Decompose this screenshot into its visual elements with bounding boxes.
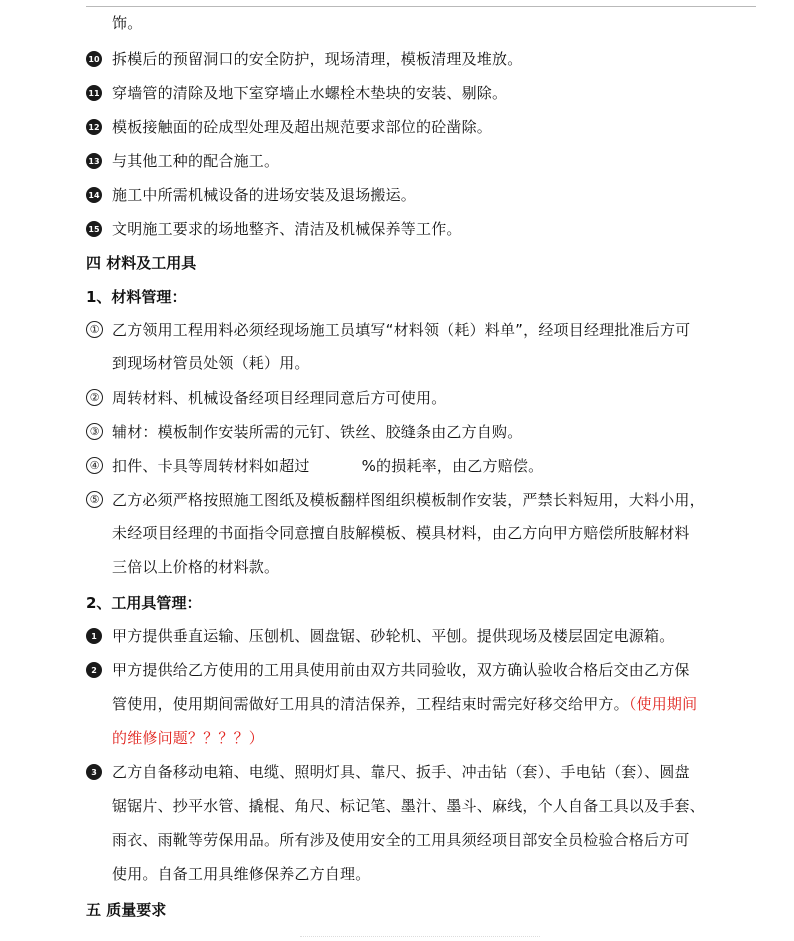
material-item-5-line-2: 未经项目经理的书面指令同意擅自肢解模板、模具材料，由乙方向甲方赔偿所肢解材料 [112,524,690,542]
number-badge-15: 15 [86,221,102,237]
section-4-heading: 四 材料及工用具 [86,254,197,272]
list-item-13: 与其他工种的配合施工。 [112,152,280,170]
page-top-rule [86,6,756,7]
number-badge-13: 13 [86,153,102,169]
list-item-10: 拆模后的预留洞口的安全防护，现场清理，模板清理及堆放。 [112,50,523,68]
circled-number-2: ② [86,389,103,406]
number-badge-14: 14 [86,187,102,203]
tool-item-3-line-2: 锯锯片、抄平水管、撬棍、角尺、标记笔、墨汁、墨斗、麻线，个人自备工具以及手套、 [112,797,705,815]
material-item-3: 辅材：模板制作安装所需的元钉、铁丝、胶缝条由乙方自购。 [112,423,523,441]
list-item-11: 穿墙管的清除及地下室穿墙止水螺栓木垫块的安装、剔除。 [112,84,508,102]
footer-rule [300,936,540,941]
number-badge-10: 10 [86,51,102,67]
material-item-1-line-1: 乙方领用工程用料必须经现场施工员填写“材料领（耗）料单”，经项目经理批准后方可 [112,321,691,339]
circled-number-5: ⑤ [86,491,103,508]
material-item-1-line-2: 到现场材管员处领（耗）用。 [112,354,310,372]
subsection-1-heading: 1、材料管理： [86,288,187,306]
number-badge-1: 1 [86,628,102,644]
tool-item-3-line-3: 雨衣、雨靴等劳保用品。所有涉及使用安全的工用具须经项目部安全员检验合格后方可 [112,831,690,849]
section-5-heading: 五 质量要求 [86,901,167,919]
list-item-15: 文明施工要求的场地整齐、清洁及机械保养等工作。 [112,220,462,238]
material-item-4-after: %的损耗率，由乙方赔偿。 [361,457,544,475]
number-badge-2: 2 [86,662,102,678]
tool-item-2-line-2-text: 管使用，使用期间需做好工用具的清洁保养，工程结束时需完好移交给甲方。 [112,695,629,713]
list-item-12: 模板接触面的砼成型处理及超出规范要求部位的砼凿除。 [112,118,493,136]
number-badge-11: 11 [86,85,102,101]
material-item-5-line-1: 乙方必须严格按照施工图纸及模板翻样图组织模板制作安装，严禁长料短用，大料小用， [112,491,705,509]
tool-item-2-red-note-line-2: 的维修问题？？？？） [112,729,265,747]
number-badge-3: 3 [86,764,102,780]
continued-text: 饰。 [112,14,143,32]
material-item-5-line-3: 三倍以上价格的材料款。 [112,558,280,576]
circled-number-1: ① [86,321,103,338]
number-badge-12: 12 [86,119,102,135]
tool-item-3-line-4: 使用。自备工用具维修保养乙方自理。 [112,865,371,883]
tool-item-2-red-note: （使用期间 [628,695,698,713]
tool-item-2-line-1: 甲方提供给乙方使用的工用具使用前由双方共同验收，双方确认验收合格后交由乙方保 [112,661,690,679]
material-item-4-before: 扣件、卡具等周转材料如超过 [112,457,310,475]
tool-item-2-line-2 [112,694,697,714]
circled-number-4: ④ [86,457,103,474]
list-item-14: 施工中所需机械设备的进场安装及退场搬运。 [112,186,417,204]
tool-item-1: 甲方提供垂直运输、压刨机、圆盘锯、砂轮机、平刨。提供现场及楼层固定电源箱。 [112,627,675,645]
subsection-2-heading: 2、工用具管理： [86,594,202,612]
circled-number-3: ③ [86,423,103,440]
material-item-2: 周转材料、机械设备经项目经理同意后方可使用。 [112,389,447,407]
material-item-4 [112,456,543,476]
tool-item-3-line-1: 乙方自备移动电箱、电缆、照明灯具、靠尺、扳手、冲击钻（套）、手电钻（套）、圆盘 [112,763,690,781]
